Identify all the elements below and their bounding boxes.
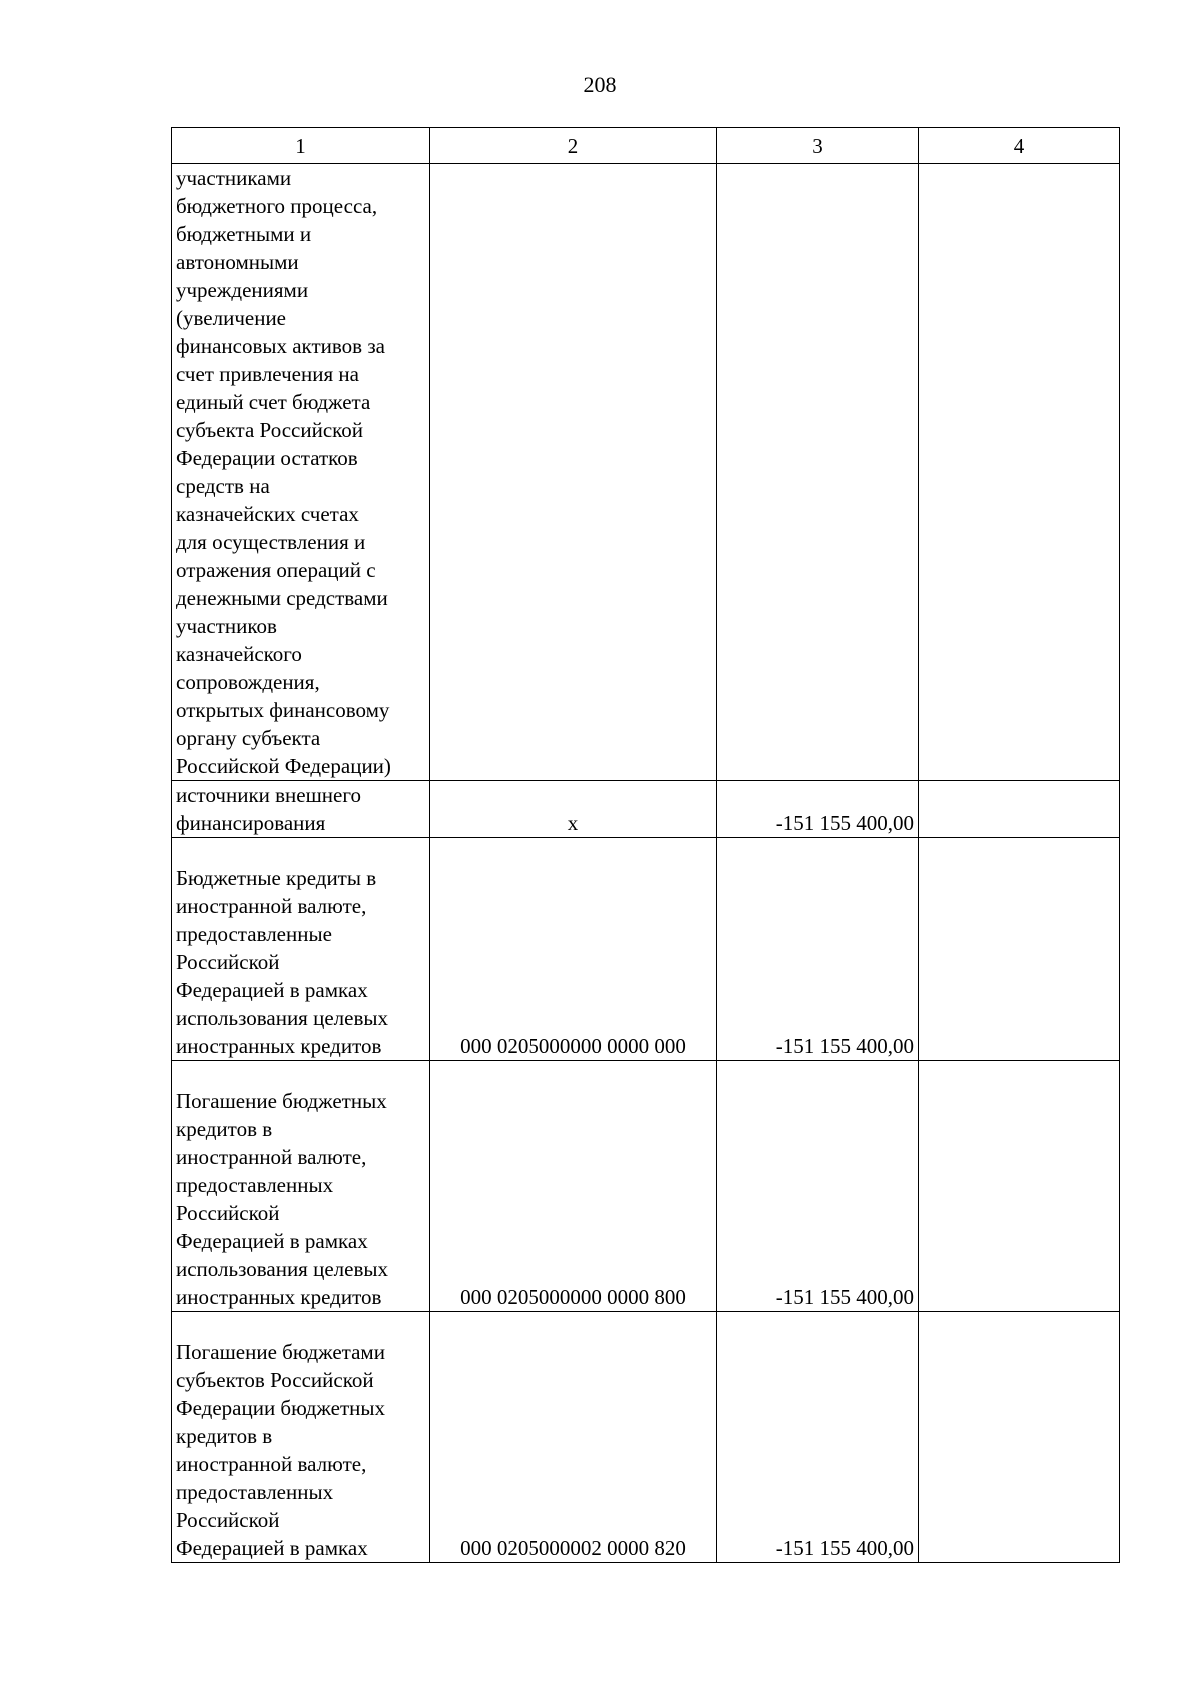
row-code-cell: 000 0205000002 0000 820 [430, 1312, 717, 1563]
table-row [172, 781, 1120, 838]
row-code-cell: 000 0205000000 0000 000 [430, 838, 717, 1061]
row-amount-cell [717, 164, 919, 781]
row-amount-cell: -151 155 400,00 [717, 781, 919, 838]
row-amount-cell: -151 155 400,00 [717, 1061, 919, 1312]
row-name-cell: Погашение бюджетных кредитов в иностранной валюте, предоставленных Российской Федерацией в рамках использования целевых иностранных кредитов [172, 1061, 430, 1312]
table-row [172, 838, 1120, 1061]
table-header-row [172, 128, 1120, 164]
row-col4-cell [919, 781, 1120, 838]
row-col4-cell [919, 838, 1120, 1061]
column-header-1: 1 [172, 128, 430, 164]
row-code-cell [430, 164, 717, 781]
row-name-cell: Погашение бюджетами субъектов Российской Федерации бюджетных кредитов в иностранной валюте, предоставленных Российской Федерацией в рамках [172, 1312, 430, 1563]
table-row [172, 1061, 1120, 1312]
budget-sources-table [171, 127, 1120, 1563]
row-name-cell: Бюджетные кредиты в иностранной валюте, предоставленные Российской Федерацией в рамках использования целевых иностранных кредитов [172, 838, 430, 1061]
row-name-cell: источники внешнего финансирования [172, 781, 430, 838]
page-number: 208 [583, 72, 617, 97]
row-amount-cell: -151 155 400,00 [717, 1312, 919, 1563]
row-code-cell: 000 0205000000 0000 800 [430, 1061, 717, 1312]
table-row [172, 1312, 1120, 1563]
row-code-cell: x [430, 781, 717, 838]
table-row [172, 164, 1120, 781]
row-col4-cell [919, 1061, 1120, 1312]
row-col4-cell [919, 164, 1120, 781]
column-header-3: 3 [717, 128, 919, 164]
row-amount-cell: -151 155 400,00 [717, 838, 919, 1061]
column-header-4: 4 [919, 128, 1120, 164]
row-name-cell: участниками бюджетного процесса, бюджетными и автономными учреждениями (увеличение финансовых активов за счет привлечения на единый счет бюджета субъекта Российской Федерации остатков средств на казначейских счетах для осуществления и отражения операций с денежными средствами участников казначейского сопровождения, открытых финансовому органу субъекта Российской Федерации) [172, 164, 430, 781]
column-header-2: 2 [430, 128, 717, 164]
row-col4-cell [919, 1312, 1120, 1563]
